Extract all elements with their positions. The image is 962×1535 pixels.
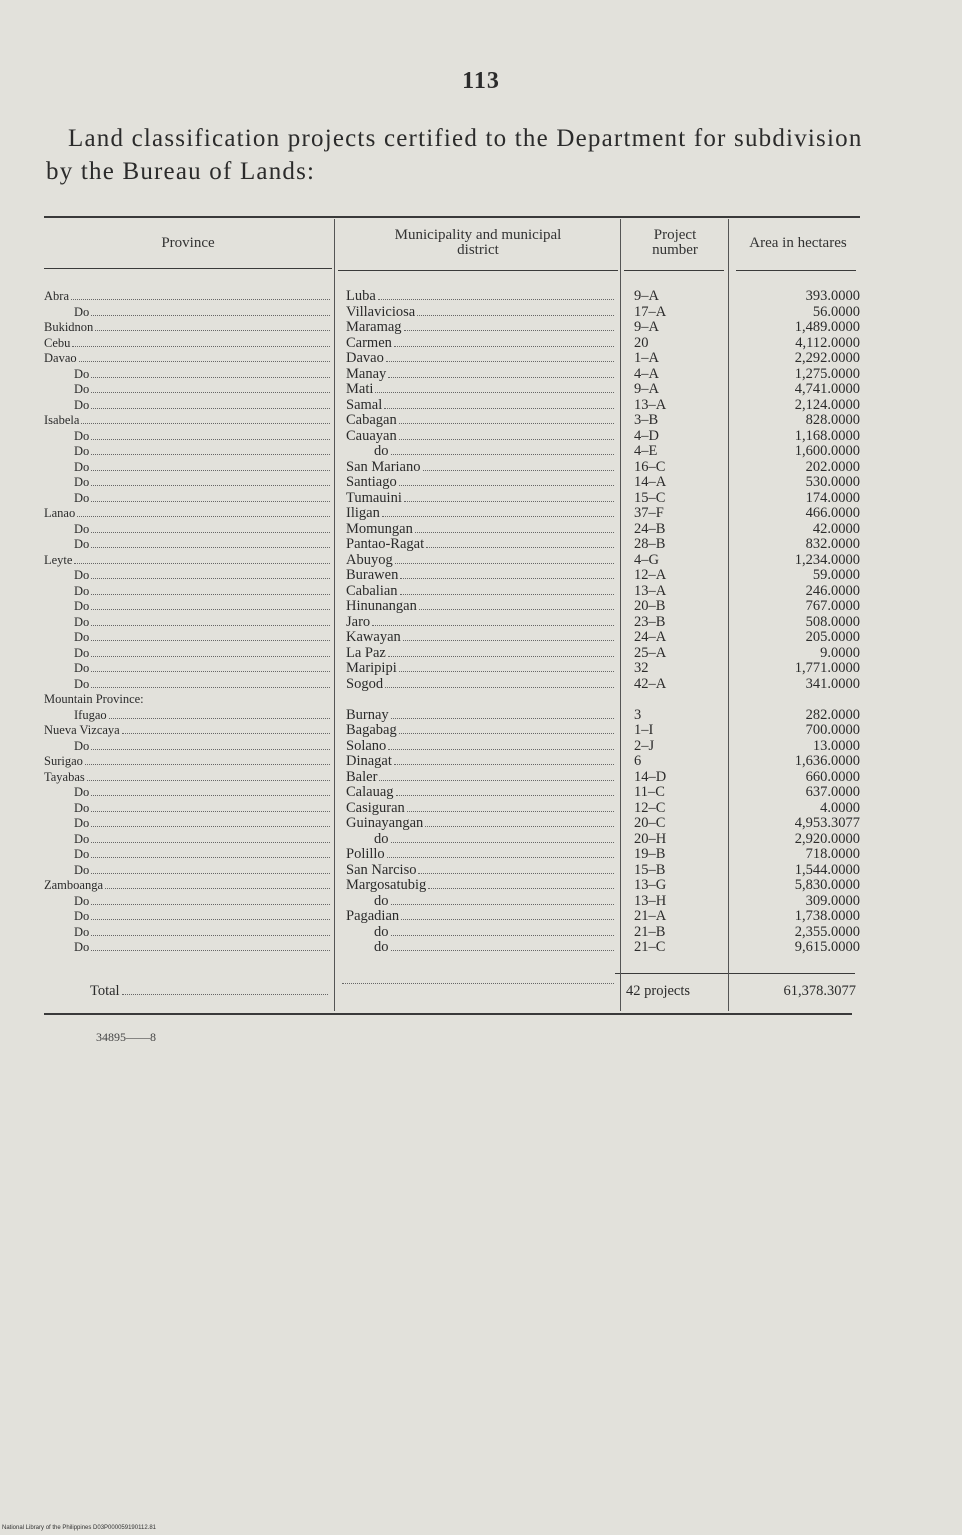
area-cell: 4,953.3077 xyxy=(794,816,860,831)
municipality-text: Pagadian xyxy=(346,909,400,924)
total-area: 61,378.3077 xyxy=(783,983,856,999)
municipality-text: Tumauini xyxy=(346,490,402,506)
province-text: Zamboanga xyxy=(44,878,104,892)
municipality-cell xyxy=(346,367,616,383)
province-text: Isabela xyxy=(44,413,80,427)
municipality-text: Cabalian xyxy=(346,583,398,599)
area-cell: 393.0000 xyxy=(805,289,860,304)
province-text: Do xyxy=(74,583,90,598)
area-cell: 4.0000 xyxy=(820,800,860,816)
province-cell xyxy=(44,677,332,693)
header-project-line1: Project xyxy=(653,227,697,243)
area-cell: 530.0000 xyxy=(805,475,860,490)
area-cell: 1,636.0000 xyxy=(794,754,860,769)
project-number-cell: 9–A xyxy=(634,320,659,335)
area-cell: 1,489.0000 xyxy=(794,320,860,335)
area-cell: 246.0000 xyxy=(805,583,860,599)
project-number-cell: 42–A xyxy=(634,676,667,692)
total-label-cell xyxy=(90,983,330,1000)
municipality-cell xyxy=(346,801,616,817)
project-number-cell: 37–F xyxy=(634,506,664,521)
province-cell xyxy=(44,413,332,429)
municipality-text: Bagabag xyxy=(346,723,397,738)
municipality-cell xyxy=(346,785,616,801)
area-cell: 309.0000 xyxy=(805,893,860,909)
province-text: Do xyxy=(74,893,90,908)
project-number-cell: 21–B xyxy=(634,924,666,940)
province-text: Abra xyxy=(44,289,69,303)
municipality-cell xyxy=(346,444,616,460)
municipality-text: Pantao-Ragat xyxy=(346,537,425,552)
province-text: Do xyxy=(74,444,90,458)
municipality-text: Burnay xyxy=(346,707,389,723)
project-number-cell: 13–G xyxy=(634,878,667,893)
municipality-text: Cabagan xyxy=(346,413,397,428)
municipality-text: Burawen xyxy=(346,568,399,583)
province-text: Do xyxy=(74,397,90,412)
municipality-cell xyxy=(346,351,616,367)
municipality-cell xyxy=(346,816,616,832)
area-cell: 508.0000 xyxy=(805,614,860,630)
municipality-text: Carmen xyxy=(346,335,392,351)
municipality-cell xyxy=(346,599,616,615)
province-cell xyxy=(44,692,332,708)
area-cell: 637.0000 xyxy=(805,785,860,800)
province-text: Davao xyxy=(44,351,77,365)
municipality-cell xyxy=(346,692,616,708)
province-text: Do xyxy=(74,599,90,613)
area-cell: 832.0000 xyxy=(805,537,860,552)
province-text: Surigao xyxy=(44,754,83,768)
area-cell: 2,355.0000 xyxy=(794,924,860,940)
municipality-cell xyxy=(346,289,616,305)
province-cell xyxy=(44,909,332,925)
province-text: Do xyxy=(74,940,90,954)
library-watermark: National Library of the Philippines D03P000059190112.81 xyxy=(2,1525,156,1531)
province-text: Do xyxy=(74,475,90,489)
municipality-text: San Mariano xyxy=(346,459,421,475)
province-cell xyxy=(44,351,332,367)
province-text: Do xyxy=(74,568,90,582)
area-cell: 1,168.0000 xyxy=(794,428,860,444)
column-divider-3 xyxy=(728,219,729,1011)
area-cell: 718.0000 xyxy=(805,847,860,862)
area-cell: 282.0000 xyxy=(805,707,860,723)
header-underline-project xyxy=(624,270,724,271)
province-text: Do xyxy=(74,800,90,815)
province-text: Do xyxy=(74,645,90,660)
area-cell: 13.0000 xyxy=(812,738,860,754)
header-underline-municipality xyxy=(338,270,618,271)
header-underline-area xyxy=(736,270,856,271)
province-cell xyxy=(44,460,332,476)
total-municipality-cell xyxy=(340,983,616,987)
municipality-cell xyxy=(346,909,616,925)
area-cell: 1,275.0000 xyxy=(794,366,860,382)
municipality-text: Cauayan xyxy=(346,428,397,444)
project-number-cell: 9–A xyxy=(634,289,659,304)
province-text: Do xyxy=(74,816,90,830)
municipality-cell xyxy=(346,940,616,956)
province-cell xyxy=(44,785,332,801)
total-top-rule xyxy=(615,973,855,974)
province-text: Do xyxy=(74,847,90,861)
province-cell xyxy=(44,506,332,522)
area-cell: 767.0000 xyxy=(805,599,860,614)
area-cell: 466.0000 xyxy=(805,506,860,521)
province-text: Leyte xyxy=(44,552,73,567)
municipality-cell xyxy=(346,925,616,941)
project-number-cell: 11–C xyxy=(634,785,665,800)
header-province: Province xyxy=(161,235,215,251)
area-cell: 42.0000 xyxy=(812,521,860,537)
project-number-cell: 25–A xyxy=(634,645,667,661)
area-cell: 174.0000 xyxy=(805,490,860,506)
municipality-cell xyxy=(346,708,616,724)
project-number-cell: 32 xyxy=(634,661,649,676)
project-number-cell: 24–A xyxy=(634,630,667,645)
municipality-cell xyxy=(346,553,616,569)
project-number-cell: 12–A xyxy=(634,568,667,583)
area-cell: 700.0000 xyxy=(805,723,860,738)
municipality-text: Maramag xyxy=(346,320,402,335)
province-column xyxy=(44,289,332,956)
province-text: Do xyxy=(74,676,90,691)
area-cell: 4,112.0000 xyxy=(795,335,860,351)
province-text: Do xyxy=(74,614,90,629)
province-text: Tayabas xyxy=(44,769,85,784)
project-number-cell: 6 xyxy=(634,754,642,769)
area-cell: 1,544.0000 xyxy=(794,862,860,878)
municipality-text: Baler xyxy=(346,769,378,785)
header-project-line2: number xyxy=(652,242,698,258)
province-cell xyxy=(44,630,332,646)
municipality-text: Sogod xyxy=(346,676,384,692)
province-text: Do xyxy=(74,909,90,923)
project-number-cell: 14–D xyxy=(634,769,667,785)
municipality-cell xyxy=(346,630,616,646)
municipality-cell xyxy=(346,847,616,863)
project-number-cell: 13–A xyxy=(634,583,667,599)
province-text: Mountain Province: xyxy=(44,692,144,706)
header-municipality xyxy=(336,228,620,258)
province-text: Ifugao xyxy=(74,707,107,722)
municipality-cell xyxy=(346,584,616,600)
province-cell xyxy=(44,289,332,305)
municipality-text: Villaviciosa xyxy=(346,304,416,320)
municipality-cell xyxy=(346,305,616,321)
province-cell xyxy=(44,584,332,600)
header-area: Area in hectares xyxy=(749,235,847,251)
area-cell xyxy=(732,692,860,708)
municipality-cell xyxy=(346,537,616,553)
municipality-cell xyxy=(346,770,616,786)
area-cell: 56.0000 xyxy=(812,304,860,320)
project-number-cell: 3 xyxy=(634,707,642,723)
province-text: Do xyxy=(74,537,90,551)
area-cell: 828.0000 xyxy=(805,413,860,428)
province-cell xyxy=(44,398,332,414)
total-label: Total xyxy=(90,983,120,999)
municipality-cell xyxy=(346,677,616,693)
project-number-cell: 3–B xyxy=(634,413,659,428)
municipality-text: San Narciso xyxy=(346,862,417,878)
province-cell xyxy=(44,723,332,739)
municipality-text: Dinagat xyxy=(346,754,392,769)
project-number-cell: 15–C xyxy=(634,490,666,506)
municipality-cell xyxy=(346,460,616,476)
municipality-text: do xyxy=(374,444,389,459)
project-number-cell: 15–B xyxy=(634,862,666,878)
municipality-text: Solano xyxy=(346,738,387,754)
province-text: Do xyxy=(74,630,90,644)
project-number-cell: 13–H xyxy=(634,893,667,909)
project-number-cell: 24–B xyxy=(634,521,666,537)
municipality-column xyxy=(346,289,616,956)
province-cell xyxy=(44,537,332,553)
province-cell xyxy=(44,444,332,460)
area-cell: 2,292.0000 xyxy=(794,351,860,366)
area-cell: 341.0000 xyxy=(805,676,860,692)
area-cell: 1,234.0000 xyxy=(794,552,860,568)
header-project xyxy=(622,228,728,258)
project-number-cell: 21–A xyxy=(634,909,667,924)
area-cell: 202.0000 xyxy=(805,459,860,475)
column-divider-2 xyxy=(620,219,621,1011)
municipality-cell xyxy=(346,754,616,770)
province-text: Nueva Vizcaya xyxy=(44,723,120,737)
province-cell xyxy=(44,522,332,538)
province-cell xyxy=(44,382,332,398)
province-cell xyxy=(44,646,332,662)
project-number-cell: 9–A xyxy=(634,382,659,397)
project-number-cell: 13–A xyxy=(634,397,667,413)
area-cell: 1,738.0000 xyxy=(794,909,860,924)
municipality-text: La Paz xyxy=(346,645,386,661)
province-cell xyxy=(44,801,332,817)
area-cell: 2,124.0000 xyxy=(794,397,860,413)
footer-code: 34895——8 xyxy=(96,1030,156,1044)
province-text: Do xyxy=(74,382,90,396)
municipality-text: Margosatubig xyxy=(346,878,427,893)
total-projects: 42 projects xyxy=(626,983,691,999)
municipality-text: Davao xyxy=(346,351,384,366)
province-text: Bukidnon xyxy=(44,320,94,334)
province-cell xyxy=(44,336,332,352)
province-cell xyxy=(44,832,332,848)
municipality-text: Momungan xyxy=(346,521,413,537)
province-text: Do xyxy=(74,490,90,505)
province-cell xyxy=(44,429,332,445)
municipality-text: Manay xyxy=(346,366,387,382)
province-text: Do xyxy=(74,661,90,675)
municipality-cell xyxy=(346,522,616,538)
municipality-cell xyxy=(346,661,616,677)
province-cell xyxy=(44,754,332,770)
province-text: Do xyxy=(74,428,90,443)
province-text: Do xyxy=(74,738,90,753)
project-number-cell: 14–A xyxy=(634,475,667,490)
province-text: Do xyxy=(74,862,90,877)
area-cell: 660.0000 xyxy=(805,769,860,785)
municipality-cell xyxy=(346,413,616,429)
province-cell xyxy=(44,925,332,941)
project-number-cell: 12–C xyxy=(634,800,666,816)
municipality-cell xyxy=(346,336,616,352)
table-bottom-rule xyxy=(44,1013,852,1015)
municipality-cell xyxy=(346,398,616,414)
province-cell xyxy=(44,940,332,956)
municipality-text: Calauag xyxy=(346,785,394,800)
municipality-text: do xyxy=(374,940,389,955)
area-cell: 9.0000 xyxy=(820,645,860,661)
province-cell xyxy=(44,367,332,383)
province-cell xyxy=(44,568,332,584)
province-cell xyxy=(44,491,332,507)
area-column xyxy=(732,289,860,956)
municipality-text: do xyxy=(374,924,389,940)
area-cell: 59.0000 xyxy=(812,568,860,583)
area-cell: 205.0000 xyxy=(805,630,860,645)
page-number: 113 xyxy=(462,68,500,94)
province-text: Do xyxy=(74,304,90,319)
municipality-text: do xyxy=(374,893,389,909)
province-text: Do xyxy=(74,924,90,939)
project-number-cell: 4–A xyxy=(634,366,659,382)
municipality-text: Jaro xyxy=(346,614,371,630)
province-cell xyxy=(44,661,332,677)
area-cell: 5,830.0000 xyxy=(794,878,860,893)
column-divider-1 xyxy=(334,219,335,1011)
project-number-cell: 4–G xyxy=(634,552,659,568)
area-cell: 1,600.0000 xyxy=(794,444,860,459)
project-number-cell xyxy=(634,692,714,708)
page-heading: Land classification projects certified to the Department for subdivision by the Bureau of Lands: xyxy=(46,125,863,185)
municipality-cell xyxy=(346,475,616,491)
province-cell xyxy=(44,553,332,569)
project-number-cell: 20–B xyxy=(634,599,666,614)
project-number-cell: 28–B xyxy=(634,537,666,552)
municipality-cell xyxy=(346,429,616,445)
province-text: Do xyxy=(74,459,90,474)
province-cell xyxy=(44,863,332,879)
municipality-text: Mati xyxy=(346,382,374,397)
municipality-cell xyxy=(346,723,616,739)
project-number-cell: 16–C xyxy=(634,459,666,475)
province-text: Do xyxy=(74,785,90,799)
project-number-cell: 1–I xyxy=(634,723,654,738)
municipality-text: Hinunangan xyxy=(346,599,417,614)
header-municipality-line2: district xyxy=(457,242,499,258)
header-municipality-line1: Municipality and municipal xyxy=(394,227,562,243)
municipality-text: Guinayangan xyxy=(346,816,424,831)
table-top-rule xyxy=(44,216,860,218)
province-text: Lanao xyxy=(44,506,76,520)
municipality-text: Santiago xyxy=(346,475,397,490)
province-cell xyxy=(44,615,332,631)
municipality-text: Casiguran xyxy=(346,800,405,816)
municipality-text: Maripipi xyxy=(346,661,397,676)
municipality-text: Abuyog xyxy=(346,552,393,568)
municipality-cell xyxy=(346,568,616,584)
province-cell xyxy=(44,894,332,910)
project-number-cell: 19–B xyxy=(634,847,666,862)
area-cell: 2,920.0000 xyxy=(794,831,860,847)
project-number-cell: 1–A xyxy=(634,351,659,366)
province-cell xyxy=(44,739,332,755)
municipality-cell xyxy=(346,646,616,662)
municipality-cell xyxy=(346,739,616,755)
project-number-cell: 23–B xyxy=(634,614,666,630)
municipality-text: Luba xyxy=(346,289,376,304)
province-text: Do xyxy=(74,831,90,846)
area-cell: 9,615.0000 xyxy=(794,940,860,955)
area-cell: 4,741.0000 xyxy=(794,382,860,397)
municipality-cell xyxy=(346,382,616,398)
municipality-text: Kawayan xyxy=(346,630,401,645)
municipality-cell xyxy=(346,894,616,910)
municipality-cell xyxy=(346,320,616,336)
province-cell xyxy=(44,305,332,321)
project-number-cell: 20–H xyxy=(634,831,667,847)
municipality-cell xyxy=(346,491,616,507)
province-text: Cebu xyxy=(44,335,71,350)
province-cell xyxy=(44,770,332,786)
project-number-cell: 21–C xyxy=(634,940,666,955)
municipality-text: Polillo xyxy=(346,847,385,862)
municipality-text: do xyxy=(374,831,389,847)
project-column xyxy=(634,289,714,956)
municipality-cell xyxy=(346,863,616,879)
province-text: Do xyxy=(74,366,90,381)
project-number-cell: 4–E xyxy=(634,444,658,459)
project-number-cell: 20–C xyxy=(634,816,666,831)
province-cell xyxy=(44,878,332,894)
province-text: Do xyxy=(74,521,90,536)
area-cell: 1,771.0000 xyxy=(794,661,860,676)
province-cell xyxy=(44,320,332,336)
municipality-text: Iligan xyxy=(346,506,380,521)
municipality-text: Samal xyxy=(346,397,383,413)
province-cell xyxy=(44,708,332,724)
municipality-cell xyxy=(346,832,616,848)
province-cell xyxy=(44,475,332,491)
project-number-cell: 4–D xyxy=(634,428,659,444)
province-cell xyxy=(44,847,332,863)
province-cell xyxy=(44,599,332,615)
project-number-cell: 2–J xyxy=(634,738,655,754)
municipality-cell xyxy=(346,506,616,522)
project-number-cell: 17–A xyxy=(634,304,667,320)
header-underline-province xyxy=(44,268,332,269)
project-number-cell: 20 xyxy=(634,335,649,351)
province-cell xyxy=(44,816,332,832)
municipality-cell xyxy=(346,878,616,894)
municipality-cell xyxy=(346,615,616,631)
